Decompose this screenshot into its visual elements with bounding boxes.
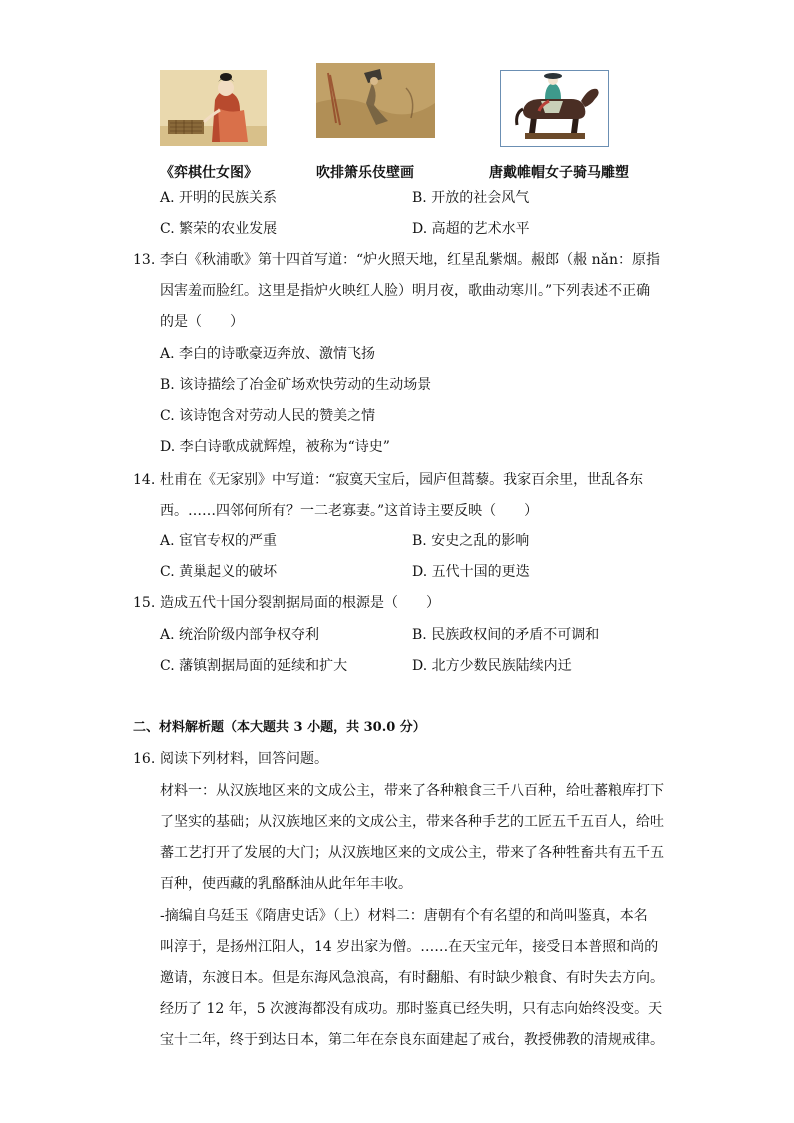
q16-material-line-6: 叫淳于，是扬州江阳人，14 岁出家为僧。……在天宝元年，接受日本普照和尚的 [160, 939, 659, 955]
q13-stem-line-3: 的是（ ） [160, 314, 244, 330]
q16-material-line-7: 邀请，东渡日本。但是东海风急浪高，有时翻船、有时缺少粮食、有时失去方向。 [160, 970, 664, 986]
q16-material-line-9: 宝十二年，终于到达日本，第二年在奈良东面建起了戒台，教授佛教的清规戒律。 [160, 1032, 664, 1048]
mural-illustration [316, 63, 435, 138]
q15-stem-line-1: 造成五代十国分裂割据局面的根源是（ ） [160, 595, 440, 611]
q16-material-line-2: 了坚实的基础；从汉族地区来的文成公主，带来各种手艺的工匠五千五百人，给吐 [160, 814, 664, 830]
caption-weiqi-ladies: 《弈棋仕女图》 [160, 165, 258, 181]
q13-stem-line-2: 因害羞而脸红。这里是指炉火映红人脸）明月夜，歌曲动寒川。”下列表述不正确 [160, 283, 651, 299]
q14-option-c[interactable]: C. 黄巢起义的破坏 [160, 564, 278, 580]
q16-material-line-4: 百种，使西藏的乳酪酥油从此年年丰收。 [160, 876, 412, 892]
q12-option-d[interactable]: D. 高超的艺术水平 [412, 221, 530, 237]
q13-option-b[interactable]: B. 该诗描绘了冶金矿场欢快劳动的生动场景 [160, 377, 432, 393]
q14-number: 14. [133, 472, 156, 488]
tang-woman-horse-sculpture-image [500, 70, 609, 147]
q14-option-d[interactable]: D. 五代十国的更迭 [412, 564, 530, 580]
section-2-heading: 二、材料解析题（本大题共 3 小题，共 30.0 分） [133, 720, 426, 735]
q16-material-line-8: 经历了 12 年，5 次渡海都没有成功。那时鉴真已经失明，只有志向始终没变。天 [160, 1001, 663, 1017]
sculpture-illustration [501, 71, 608, 146]
q12-option-a[interactable]: A. 开明的民族关系 [160, 190, 278, 206]
q13-option-d[interactable]: D. 李白诗歌成就辉煌，被称为“诗史” [160, 439, 390, 455]
q13-option-a[interactable]: A. 李白的诗歌豪迈奔放、激情飞扬 [160, 346, 376, 362]
q14-stem-line-1: 杜甫在《无家别》中写道：“寂寞天宝后，园庐但蒿藜。我家百余里，世乱各东 [160, 472, 644, 488]
q12-option-b[interactable]: B. 开放的社会风气 [412, 190, 530, 206]
q15-option-d[interactable]: D. 北方少数民族陆续内迁 [412, 658, 572, 674]
q12-option-c[interactable]: C. 繁荣的农业发展 [160, 221, 278, 237]
q16-material-line-3: 蕃工艺打开了发展的大门；从汉族地区来的文成公主，带来了各种牲畜共有五千五 [160, 845, 664, 861]
q16-material-line-1: 材料一：从汉族地区来的文成公主，带来了各种粮食三千八百种，给吐蕃粮库打下 [160, 783, 664, 799]
mural-panpipe-musician-image [316, 63, 435, 138]
q16-number: 16. [133, 751, 156, 767]
q15-number: 15. [133, 595, 156, 611]
q14-option-a[interactable]: A. 宦官专权的严重 [160, 533, 278, 549]
q14-option-b[interactable]: B. 安史之乱的影响 [412, 533, 530, 549]
q14-stem-line-2: 西。……四邻何所有？一二老寡妻。”这首诗主要反映（ ） [160, 503, 539, 519]
q16-material-line-5: -摘编自乌廷玉《隋唐史话》（上）材料二：唐朝有个有名望的和尚叫鉴真，本名 [160, 908, 648, 924]
painting-illustration [160, 70, 267, 146]
q13-number: 13. [133, 252, 156, 268]
q15-option-c[interactable]: C. 藩镇割据局面的延续和扩大 [160, 658, 348, 674]
caption-panpipe-mural: 吹排箫乐伎壁画 [316, 165, 414, 181]
caption-horse-sculpture: 唐戴帷帽女子骑马雕塑 [489, 165, 629, 181]
q16-intro: 阅读下列材料，回答问题。 [160, 751, 328, 767]
q15-option-b[interactable]: B. 民族政权间的矛盾不可调和 [412, 627, 600, 643]
q15-option-a[interactable]: A. 统治阶级内部争权夺利 [160, 627, 320, 643]
painting-weiqi-ladies-image [160, 70, 267, 146]
q13-option-c[interactable]: C. 该诗饱含对劳动人民的赞美之情 [160, 408, 376, 424]
q13-stem-line-1: 李白《秋浦歌》第十四首写道：“炉火照天地，红星乱紫烟。赧郎（赧 nǎn：原指 [160, 252, 660, 268]
